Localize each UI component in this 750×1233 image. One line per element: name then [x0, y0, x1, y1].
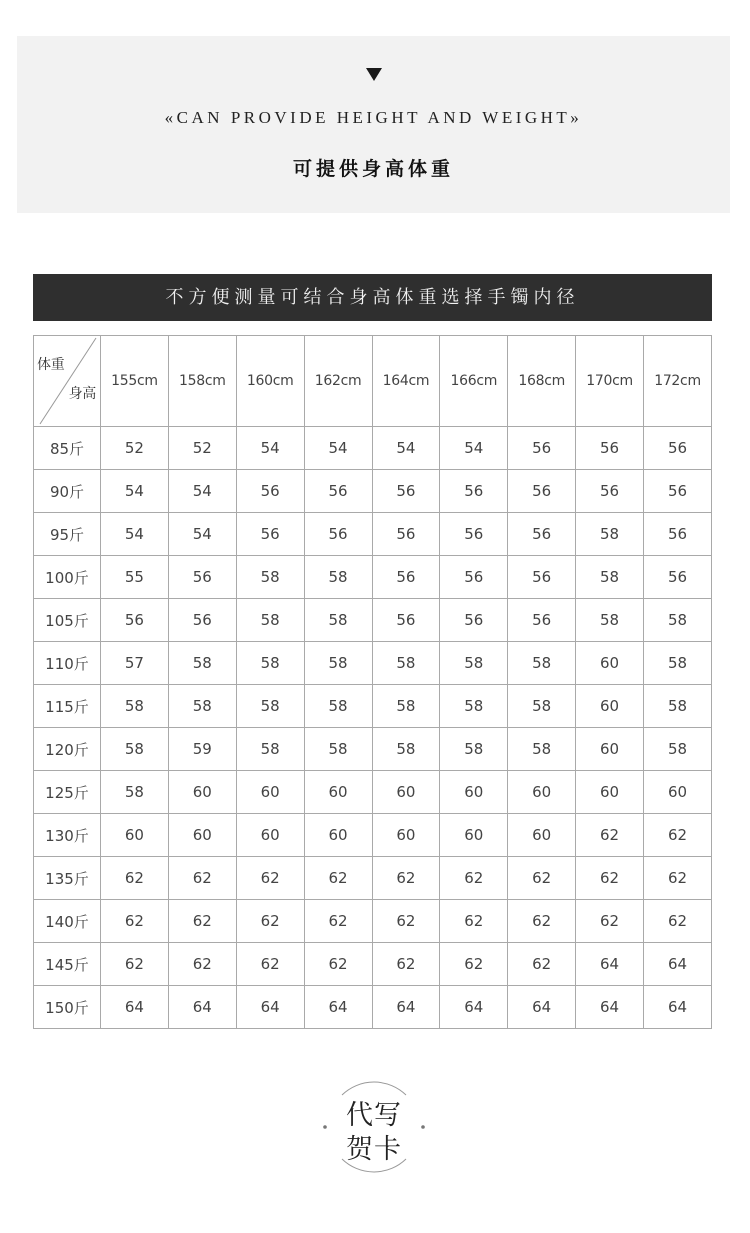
size-cell: 58 — [304, 599, 372, 642]
size-cell: 58 — [576, 599, 644, 642]
size-cell: 60 — [304, 771, 372, 814]
size-cell: 62 — [372, 857, 440, 900]
size-cell: 62 — [508, 943, 576, 986]
size-cell: 54 — [372, 427, 440, 470]
size-cell: 58 — [440, 728, 508, 771]
table-row — [34, 427, 712, 470]
size-cell: 52 — [168, 427, 236, 470]
size-cell: 62 — [168, 857, 236, 900]
size-cell: 58 — [372, 728, 440, 771]
size-cell: 62 — [508, 857, 576, 900]
size-cell: 58 — [304, 728, 372, 771]
size-cell: 56 — [440, 556, 508, 599]
size-cell: 64 — [440, 986, 508, 1029]
size-cell: 62 — [440, 857, 508, 900]
size-cell: 60 — [440, 771, 508, 814]
size-cell: 56 — [508, 427, 576, 470]
size-cell: 58 — [168, 642, 236, 685]
row-weight-label: 130斤 — [34, 814, 101, 857]
size-cell: 62 — [644, 857, 712, 900]
table-row — [34, 470, 712, 513]
size-cell: 60 — [168, 814, 236, 857]
size-cell: 56 — [372, 556, 440, 599]
size-cell: 58 — [236, 599, 304, 642]
size-cell: 64 — [508, 986, 576, 1029]
size-cell: 62 — [101, 857, 169, 900]
size-cell: 56 — [168, 599, 236, 642]
size-cell: 56 — [372, 470, 440, 513]
size-cell: 54 — [168, 470, 236, 513]
column-header: 170cm — [576, 336, 644, 427]
size-cell: 62 — [236, 900, 304, 943]
row-weight-label: 135斤 — [34, 857, 101, 900]
row-weight-label: 85斤 — [34, 427, 101, 470]
height-axis-label: 身高 — [68, 386, 96, 402]
size-cell: 58 — [372, 642, 440, 685]
chinese-heading: 可提供身高体重 — [292, 158, 454, 180]
greeting-card-badge — [322, 1075, 426, 1179]
size-cell: 62 — [168, 943, 236, 986]
size-cell: 64 — [236, 986, 304, 1029]
size-cell: 58 — [372, 685, 440, 728]
size-cell: 56 — [508, 599, 576, 642]
size-cell: 56 — [508, 513, 576, 556]
size-cell: 54 — [304, 427, 372, 470]
column-header: 155cm — [101, 336, 169, 427]
size-cell: 62 — [644, 900, 712, 943]
size-cell: 62 — [168, 900, 236, 943]
column-header: 172cm — [644, 336, 712, 427]
table-row — [34, 900, 712, 943]
size-cell: 60 — [576, 685, 644, 728]
column-header: 168cm — [508, 336, 576, 427]
size-cell: 54 — [168, 513, 236, 556]
size-cell: 56 — [576, 470, 644, 513]
size-cell: 62 — [304, 857, 372, 900]
size-cell: 60 — [576, 642, 644, 685]
size-cell: 58 — [644, 642, 712, 685]
size-cell: 60 — [576, 728, 644, 771]
row-weight-label: 125斤 — [34, 771, 101, 814]
row-weight-label: 100斤 — [34, 556, 101, 599]
size-cell: 56 — [576, 427, 644, 470]
size-cell: 62 — [372, 900, 440, 943]
size-cell: 64 — [644, 986, 712, 1029]
size-cell: 64 — [101, 986, 169, 1029]
size-cell: 60 — [440, 814, 508, 857]
size-cell: 57 — [101, 642, 169, 685]
size-cell: 56 — [644, 470, 712, 513]
table-row — [34, 599, 712, 642]
size-cell: 60 — [101, 814, 169, 857]
row-weight-label: 150斤 — [34, 986, 101, 1029]
table-row — [34, 728, 712, 771]
size-cell: 56 — [440, 513, 508, 556]
badge-line-1: 代写 — [346, 1100, 402, 1131]
table-row — [34, 642, 712, 685]
size-cell: 56 — [236, 470, 304, 513]
size-cell: 60 — [304, 814, 372, 857]
size-cell: 62 — [101, 900, 169, 943]
size-cell: 60 — [644, 771, 712, 814]
row-weight-label: 140斤 — [34, 900, 101, 943]
size-cell: 58 — [440, 642, 508, 685]
size-cell: 58 — [508, 642, 576, 685]
row-weight-label: 105斤 — [34, 599, 101, 642]
table-row — [34, 513, 712, 556]
size-cell: 58 — [304, 556, 372, 599]
size-cell: 62 — [440, 900, 508, 943]
corner-diagonal-line — [34, 336, 101, 426]
table-row — [34, 556, 712, 599]
table-row — [34, 814, 712, 857]
size-cell: 64 — [644, 943, 712, 986]
row-weight-label: 90斤 — [34, 470, 101, 513]
size-cell: 56 — [168, 556, 236, 599]
size-cell: 58 — [236, 556, 304, 599]
table-header-row — [34, 336, 712, 427]
english-heading: «CAN PROVIDE HEIGHT AND WEIGHT» — [164, 108, 583, 127]
size-cell: 62 — [440, 943, 508, 986]
size-chart-table — [33, 335, 712, 1029]
size-cell: 60 — [168, 771, 236, 814]
size-cell: 62 — [236, 943, 304, 986]
size-cell: 56 — [440, 599, 508, 642]
size-cell: 64 — [576, 943, 644, 986]
size-cell: 56 — [304, 513, 372, 556]
size-cell: 60 — [236, 771, 304, 814]
size-cell: 58 — [304, 642, 372, 685]
table-row — [34, 943, 712, 986]
size-cell: 60 — [508, 814, 576, 857]
size-cell: 62 — [576, 814, 644, 857]
row-weight-label: 145斤 — [34, 943, 101, 986]
size-cell: 56 — [440, 470, 508, 513]
size-cell: 62 — [644, 814, 712, 857]
header-panel — [17, 36, 730, 213]
size-cell: 58 — [508, 728, 576, 771]
row-weight-label: 110斤 — [34, 642, 101, 685]
size-cell: 58 — [440, 685, 508, 728]
size-cell: 60 — [236, 814, 304, 857]
size-cell: 56 — [508, 470, 576, 513]
size-cell: 59 — [168, 728, 236, 771]
size-cell: 56 — [372, 513, 440, 556]
size-cell: 58 — [644, 685, 712, 728]
size-cell: 62 — [508, 900, 576, 943]
size-cell: 58 — [101, 728, 169, 771]
size-cell: 58 — [101, 685, 169, 728]
column-header: 164cm — [372, 336, 440, 427]
banner-bar: 不方便测量可结合身高体重选择手镯内径 — [33, 274, 712, 321]
size-cell: 58 — [236, 728, 304, 771]
row-weight-label: 95斤 — [34, 513, 101, 556]
table-row — [34, 685, 712, 728]
size-cell: 52 — [101, 427, 169, 470]
size-cell: 64 — [168, 986, 236, 1029]
size-cell: 56 — [304, 470, 372, 513]
size-cell: 56 — [644, 427, 712, 470]
size-cell: 56 — [236, 513, 304, 556]
size-cell: 58 — [576, 556, 644, 599]
size-cell: 62 — [236, 857, 304, 900]
column-header: 158cm — [168, 336, 236, 427]
size-cell: 54 — [440, 427, 508, 470]
size-cell: 64 — [576, 986, 644, 1029]
column-header: 166cm — [440, 336, 508, 427]
size-cell: 56 — [508, 556, 576, 599]
table-row — [34, 771, 712, 814]
size-cell: 58 — [644, 599, 712, 642]
corner-cell — [34, 336, 101, 427]
size-cell: 56 — [644, 513, 712, 556]
size-cell: 58 — [236, 685, 304, 728]
size-cell: 56 — [101, 599, 169, 642]
column-header: 160cm — [236, 336, 304, 427]
weight-axis-label: 体重 — [37, 357, 65, 373]
size-cell: 58 — [644, 728, 712, 771]
size-cell: 56 — [372, 599, 440, 642]
size-cell: 54 — [101, 513, 169, 556]
size-cell: 58 — [508, 685, 576, 728]
size-cell: 60 — [372, 771, 440, 814]
size-cell: 62 — [576, 857, 644, 900]
size-cell: 60 — [508, 771, 576, 814]
row-weight-label: 115斤 — [34, 685, 101, 728]
size-cell: 62 — [372, 943, 440, 986]
size-cell: 62 — [304, 943, 372, 986]
size-cell: 58 — [168, 685, 236, 728]
table-row — [34, 857, 712, 900]
triangle-down-icon — [366, 68, 382, 81]
size-cell: 58 — [304, 685, 372, 728]
size-cell: 58 — [101, 771, 169, 814]
badge-line-2: 贺卡 — [346, 1134, 402, 1165]
size-cell: 56 — [644, 556, 712, 599]
size-cell: 55 — [101, 556, 169, 599]
size-cell: 58 — [576, 513, 644, 556]
size-cell: 54 — [236, 427, 304, 470]
size-cell: 60 — [576, 771, 644, 814]
size-cell: 58 — [236, 642, 304, 685]
size-cell: 60 — [372, 814, 440, 857]
size-cell: 62 — [576, 900, 644, 943]
column-header: 162cm — [304, 336, 372, 427]
size-cell: 62 — [101, 943, 169, 986]
row-weight-label: 120斤 — [34, 728, 101, 771]
size-cell: 54 — [101, 470, 169, 513]
table-row — [34, 986, 712, 1029]
size-cell: 64 — [372, 986, 440, 1029]
size-cell: 62 — [304, 900, 372, 943]
size-cell: 64 — [304, 986, 372, 1029]
